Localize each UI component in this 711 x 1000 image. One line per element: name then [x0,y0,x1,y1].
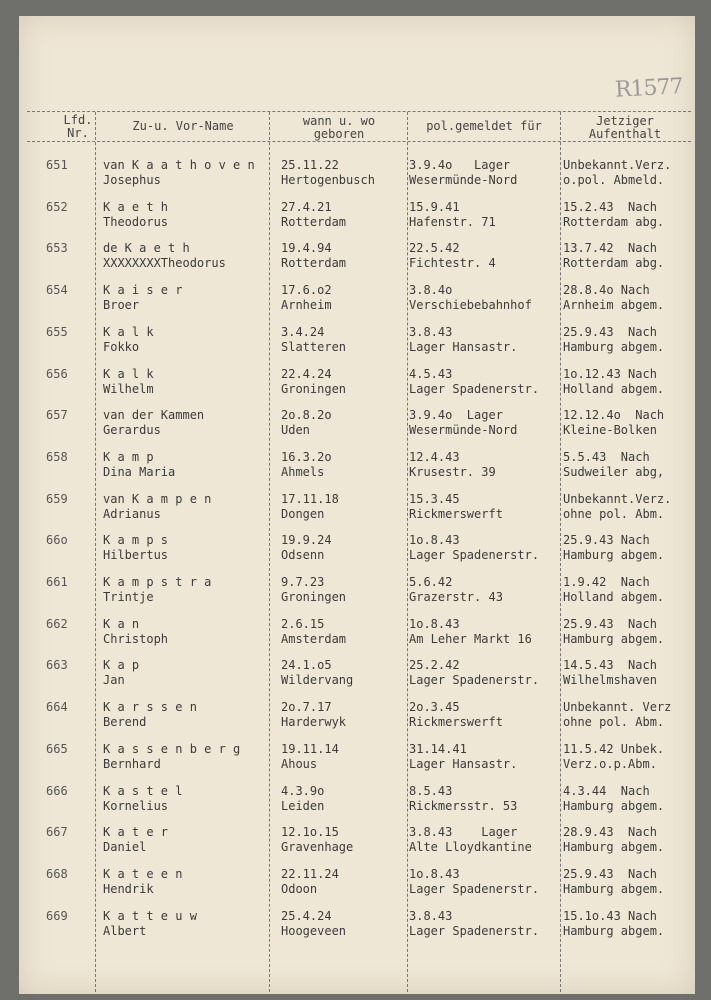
born-place: Hertogenbusch [281,173,375,187]
cur1: 25.9.43 Nach [563,533,650,548]
born-place: Amsterdam [281,631,347,646]
name-cell [103,784,182,814]
name-cell [103,617,168,647]
current-residence-cell [563,909,664,939]
header-nr: Lfd. Nr. [63,113,93,140]
reg2: Rickmerswerft [409,506,503,521]
nr: 654 [46,283,68,298]
reg1: 25.2.42 [409,658,460,673]
current-residence-cell [563,408,664,438]
cur2: Holland abgem. [563,590,665,604]
row-number [46,450,68,465]
registered-cell [409,700,503,730]
registered-cell [409,825,532,855]
cur1: 13.7.42 Nach [563,241,657,256]
cur1: Unbekannt.Verz. [563,491,672,506]
cur1: 5.5.43 Nach [563,449,650,464]
row-number [46,742,68,757]
born-place: Hoogeveen [281,923,347,938]
cur2: Arnheim abgem. [563,298,665,313]
nr: 657 [46,408,68,423]
cur2: Hamburg abgem. [563,798,665,813]
reg2: Wesermünde-Nord [409,423,518,438]
table-row [19,241,695,283]
table-row [19,575,695,617]
reg1: 4.5.43 [409,366,453,381]
cur1: 15.2.43 Nach [563,199,657,214]
born-place: Harderwyk [281,715,347,730]
nr: 655 [46,324,68,339]
birth-cell [281,200,346,230]
table-row [19,617,695,659]
born-date: 19.11.14 [281,741,339,756]
birth-cell [281,575,346,605]
current-residence-cell [563,867,664,897]
born-date: 27.4.21 [281,199,332,214]
name-cell [103,492,211,522]
cur2: Wilhelmshaven [563,673,657,688]
surname: K a s s e n b e r g [103,741,241,756]
nr: 66o [46,533,68,548]
row-number [46,867,68,882]
born-date: 22.4.24 [281,366,332,381]
reg2: Lager Spadenerstr. [409,923,540,938]
reg1: 15.9.41 [409,199,460,214]
table-row [19,867,695,909]
name-cell [103,325,154,355]
born-date: 2o.7.17 [281,700,332,715]
cur2: Rotterdam abg. [563,214,665,229]
born-date: 4.3.9o [281,783,325,798]
current-residence-cell [563,658,657,688]
name-cell [103,241,226,271]
cur1: 1o.12.43 Nach [563,366,657,381]
nr: 665 [46,741,68,756]
nr: 667 [46,825,68,840]
born-place: Uden [281,423,310,438]
born-place: Wildervang [281,673,354,688]
surname: K a m p s t r a [103,575,212,589]
birth-cell [281,450,332,480]
birth-cell [281,700,346,730]
birth-cell [281,533,332,563]
birth-cell [281,492,339,522]
cur1: 4.3.44 Nach [563,783,650,798]
current-residence-cell [563,575,664,605]
row-number [46,158,68,173]
cur2: Sudweiler abg, [563,464,665,479]
current-residence-cell [563,367,664,397]
registered-cell [409,200,496,230]
table-row [19,408,695,450]
born-place: Slatteren [281,339,347,354]
cur1: 11.5.42 Unbek. [563,741,665,756]
nr: 666 [46,783,68,798]
reg2: Lager Spadenerstr. [409,381,540,396]
registered-cell [409,158,517,188]
current-residence-cell [563,283,664,313]
row-number [46,784,68,799]
table-row [19,825,695,867]
reg1: 22.5.42 [409,241,460,256]
name-cell [103,283,182,313]
reg2: Krusestr. 39 [409,464,496,479]
name-cell [103,742,240,772]
born-place: Gravenhage [281,840,354,855]
surname: K a l k [103,366,154,381]
current-residence-cell [563,533,664,563]
registered-cell [409,367,539,397]
cur1: 14.5.43 Nach [563,658,657,673]
surname: K a i s e r [103,283,183,298]
current-residence-cell [563,200,664,230]
row-number [46,658,68,673]
surname: K a m p [103,449,154,464]
row-number [46,825,68,840]
table-row [19,200,695,242]
cur2: Hamburg abgem. [563,923,665,938]
registered-cell [409,742,517,772]
table-row [19,658,695,700]
row-number [46,617,68,632]
surname: K a p [103,658,140,673]
cur1: 15.1o.43 Nach [563,908,657,923]
firstname: Berend [103,715,147,730]
born-place: Rotterdam [281,214,347,229]
surname: K a l k [103,324,154,339]
header-name: Zu-u. Vor-Name [132,119,234,133]
table-row [19,909,695,951]
table-row [19,492,695,534]
table-row [19,700,695,742]
born-date: 24.1.o5 [281,658,332,673]
firstname: Fokko [103,339,140,354]
firstname: Hilbertus [103,548,169,563]
firstname: Hendrik [103,881,154,896]
row-number [46,909,68,924]
header-bottom-rule [27,141,691,142]
firstname: Christoph [103,631,169,646]
reg2: Lager Spadenerstr. [409,548,540,563]
registered-cell [409,492,503,522]
born-date: 2o.8.2o [281,408,332,423]
reg2: Alte Lloydkantine [409,840,532,855]
nr: 658 [46,449,68,464]
reg1: 3.9.4o Lager [409,158,511,172]
cur2: Hamburg abgem. [563,881,665,896]
archive-mark: R1577 [614,74,684,103]
born-place: Dongen [281,506,325,521]
registered-cell [409,867,539,897]
reg2: Hafenstr. 71 [409,214,496,229]
reg1: 31.14.41 [409,741,467,756]
nr: 652 [46,199,68,214]
surname: K a r s s e n [103,700,197,715]
name-cell [103,408,204,438]
row-number [46,700,68,715]
birth-cell [281,867,339,897]
surname: van K a m p e n [103,491,212,506]
table-row [19,533,695,575]
cur2: Kleine-Bolken [563,423,657,438]
registered-cell [409,408,517,438]
firstname: Adrianus [103,506,161,521]
firstname: Dina Maria [103,464,176,479]
born-date: 22.11.24 [281,866,339,881]
born-place: Ahous [281,756,318,771]
row-number [46,367,68,382]
current-residence-cell [563,784,664,814]
born-date: 2.6.15 [281,616,325,631]
table-row [19,367,695,409]
born-date: 17.11.18 [281,491,339,506]
row-number [46,533,68,548]
registered-cell [409,784,517,814]
cur2: Hamburg abgem. [563,339,665,354]
birth-cell [281,241,346,271]
cur2: o.pol. Abmeld. [563,173,665,187]
surname: K a s t e l [103,783,183,798]
born-place: Odsenn [281,548,325,563]
name-cell [103,909,197,939]
nr: 662 [46,616,68,631]
firstname: XXXXXXXXTheodorus [103,256,226,271]
born-date: 25.11.22 [281,158,339,172]
surname: K a t t e u w [103,908,197,923]
surname: van der Kammen [103,408,205,423]
born-date: 17.6.o2 [281,283,332,298]
cur2: Rotterdam abg. [563,256,665,271]
surname: K a m p s [103,533,169,548]
reg2: Lager Hansastr. [409,756,518,771]
cur1: 1.9.42 Nach [563,575,650,589]
nr: 668 [46,866,68,881]
born-date: 19.9.24 [281,533,332,548]
firstname: Broer [103,298,140,313]
firstname: Josephus [103,173,161,187]
table-row [19,325,695,367]
current-residence-cell [563,617,664,647]
reg1: 1o.8.43 [409,866,460,881]
nr: 659 [46,491,68,506]
surname: van K a a t h o v e n [103,158,255,172]
row-number [46,575,68,590]
birth-cell [281,283,332,313]
current-residence-cell [563,325,664,355]
row-number [46,492,68,507]
header-current: Jetziger Aufenthalt [588,114,662,141]
nr: 669 [46,908,68,923]
name-cell [103,200,168,230]
birth-cell [281,408,332,438]
document-page [19,16,695,994]
reg2: Lager Spadenerstr. [409,673,540,688]
nr: 663 [46,658,68,673]
row-number [46,241,68,256]
reg1: 5.6.42 [409,575,453,589]
birth-cell [281,909,346,939]
reg1: 3.8.43 [409,908,453,923]
reg2: Grazerstr. 43 [409,590,503,604]
reg1: 8.5.43 [409,783,453,798]
firstname: Wilhelm [103,381,154,396]
reg1: 3.9.4o Lager [409,408,503,423]
registered-cell [409,533,539,563]
born-place: Groningen [281,381,347,396]
firstname: Theodorus [103,214,169,229]
firstname: Gerardus [103,423,161,438]
birth-cell [281,658,353,688]
surname: K a t e e n [103,866,183,881]
nr: 651 [46,158,68,172]
birth-cell [281,784,324,814]
born-place: Rotterdam [281,256,347,271]
reg2: Fichtestr. 4 [409,256,496,271]
born-date: 19.4.94 [281,241,332,256]
born-date: 12.1o.15 [281,825,339,840]
registered-cell [409,450,496,480]
header-registered: pol.gemeldet für [426,119,542,133]
born-place: Odoon [281,881,318,896]
reg2: Am Leher Markt 16 [409,631,532,646]
current-residence-cell [563,450,664,480]
firstname: Daniel [103,840,147,855]
nr: 664 [46,700,68,715]
registered-cell [409,241,496,271]
cur2: ohne pol. Abm. [563,715,665,730]
born-place: Arnheim [281,298,332,313]
reg2: Rickmerswerft [409,715,503,730]
name-cell [103,450,175,480]
cur1: 25.9.43 Nach [563,866,657,881]
current-residence-cell [563,742,664,772]
cur2: Hamburg abgem. [563,548,665,563]
cur2: Holland abgem. [563,381,665,396]
birth-cell [281,367,346,397]
birth-cell [281,158,375,188]
firstname: Trintje [103,590,154,604]
reg1: 3.8.4o [409,283,453,298]
born-date: 9.7.23 [281,575,325,589]
surname: K a e t h [103,199,169,214]
firstname: Albert [103,923,147,938]
cur2: ohne pol. Abm. [563,506,665,521]
row-number [46,283,68,298]
born-date: 25.4.24 [281,908,332,923]
reg1: 1o.8.43 [409,616,460,631]
registered-cell [409,617,532,647]
header-top-rule [27,111,691,112]
name-cell [103,658,139,688]
cur2: Hamburg abgem. [563,840,665,855]
born-date: 16.3.2o [281,449,332,464]
table-row [19,742,695,784]
name-cell [103,867,182,897]
row-number [46,200,68,215]
firstname: Jan [103,673,125,688]
nr: 653 [46,241,68,256]
name-cell [103,700,197,730]
cur2: Hamburg abgem. [563,631,665,646]
registered-cell [409,909,539,939]
cur1: 25.9.43 Nach [563,616,657,631]
nr: 661 [46,575,68,589]
born-place: Leiden [281,798,325,813]
firstname: Bernhard [103,756,161,771]
born-place: Ahmels [281,464,325,479]
born-date: 3.4.24 [281,324,325,339]
cur1: Unbekannt. Verz [563,700,672,715]
name-cell [103,575,211,605]
current-residence-cell [563,492,671,522]
table-row [19,158,695,200]
reg1: 3.8.43 [409,324,453,339]
registered-cell [409,658,539,688]
reg2: Lager Spadenerstr. [409,881,540,896]
row-number [46,408,68,423]
cur1: 25.9.43 Nach [563,324,657,339]
registered-cell [409,575,503,605]
reg2: Wesermünde-Nord [409,173,518,187]
firstname: Kornelius [103,798,169,813]
current-residence-cell [563,825,664,855]
cur1: 28.8.4o Nach [563,283,650,298]
row-number [46,325,68,340]
reg1: 1o.8.43 [409,533,460,548]
birth-cell [281,325,346,355]
name-cell [103,533,168,563]
birth-cell [281,742,339,772]
reg1: 2o.3.45 [409,700,460,715]
reg2: Verschiebebahnhof [409,298,532,313]
reg2: Lager Hansastr. [409,339,518,354]
reg1: 3.8.43 Lager [409,825,518,840]
born-place: Groningen [281,590,347,604]
surname: K a n [103,616,140,631]
current-residence-cell [563,241,664,271]
nr: 656 [46,366,68,381]
registered-cell [409,325,517,355]
header-born: wann u. wo geboren [302,114,376,141]
reg2: Rickmersstr. 53 [409,798,518,813]
table-row [19,784,695,826]
name-cell [103,367,154,397]
cur1: Unbekannt.Verz. [563,158,672,172]
surname: K a t e r [103,825,169,840]
surname: de K a e t h [103,241,190,256]
current-residence-cell [563,158,671,188]
current-residence-cell [563,700,671,730]
cur1: 28.9.43 Nach [563,825,657,840]
name-cell [103,825,168,855]
table-row [19,283,695,325]
cur1: 12.12.4o Nach [563,408,665,423]
birth-cell [281,825,353,855]
cur2: Verz.o.p.Abm. [563,756,657,771]
reg1: 12.4.43 [409,449,460,464]
birth-cell [281,617,346,647]
name-cell [103,158,255,188]
registered-cell [409,283,532,313]
reg1: 15.3.45 [409,491,460,506]
table-row [19,450,695,492]
